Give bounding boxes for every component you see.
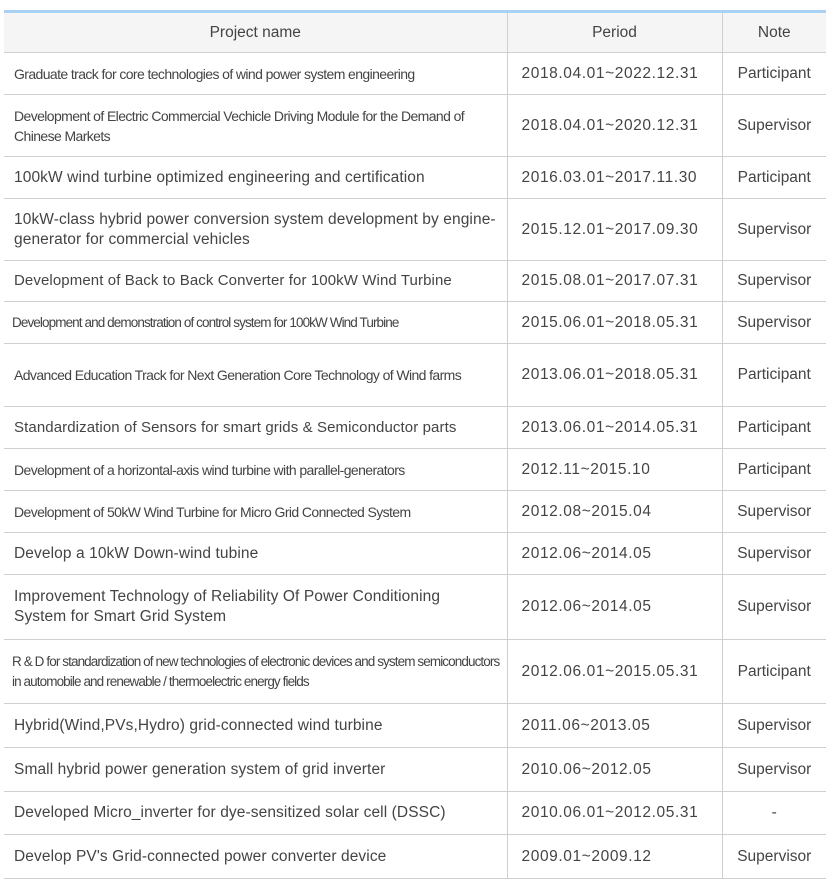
project-name-cell: Development and demonstration of control system for 100kW Wind Turbine (4, 302, 507, 344)
period-cell: 2015.12.01~2017.09.30 (507, 199, 722, 261)
period-cell: 2012.06~2014.05 (507, 575, 722, 640)
table-row (4, 53, 826, 95)
project-name-cell: Development of Back to Back Converter for 100kW Wind Turbine (4, 261, 507, 302)
table-row (4, 449, 826, 491)
table-row (4, 157, 826, 199)
header-project-name: Project name (4, 12, 507, 53)
table-row (4, 748, 826, 792)
note-cell: Participant (722, 449, 826, 491)
project-name-cell: 100kW wind turbine optimized engineering and certification (4, 157, 507, 199)
period-cell: 2012.08~2015.04 (507, 491, 722, 533)
period-cell: 2009.01~2009.12 (507, 835, 722, 879)
period-cell: 2018.04.01~2020.12.31 (507, 95, 722, 157)
period-cell: 2015.08.01~2017.07.31 (507, 261, 722, 302)
note-cell: Supervisor (722, 199, 826, 261)
project-name-cell: Graduate track for core technologies of wind power system engineering (4, 53, 507, 95)
table-row (4, 575, 826, 640)
note-cell: Participant (722, 344, 826, 407)
note-cell: Participant (722, 640, 826, 704)
period-cell: 2010.06.01~2012.05.31 (507, 792, 722, 835)
note-cell: Supervisor (722, 748, 826, 792)
note-cell: Supervisor (722, 704, 826, 748)
note-cell: Participant (722, 53, 826, 95)
note-cell: Supervisor (722, 95, 826, 157)
table-row (4, 261, 826, 302)
note-cell: - (722, 792, 826, 835)
header-note: Note (722, 12, 826, 53)
header-period: Period (507, 12, 722, 53)
period-cell: 2010.06~2012.05 (507, 748, 722, 792)
note-cell: Supervisor (722, 302, 826, 344)
project-name-cell: Development of a horizontal-axis wind turbine with parallel-generators (4, 449, 507, 491)
project-name-cell: Advanced Education Track for Next Generation Core Technology of Wind farms (4, 344, 507, 407)
note-cell: Supervisor (722, 835, 826, 879)
project-name-cell: 10kW-class hybrid power conversion system development by engine-generator for commercial vehicles (4, 199, 507, 261)
period-cell: 2013.06.01~2014.05.31 (507, 407, 722, 449)
project-name-cell: Small hybrid power generation system of grid inverter (4, 748, 507, 792)
project-name-cell: Develop a 10kW Down-wind tubine (4, 533, 507, 575)
project-name-cell: Standardization of Sensors for smart grids & Semiconductor parts (4, 407, 507, 449)
table-row (4, 302, 826, 344)
table-row (4, 95, 826, 157)
project-name-cell: R & D for standardization of new technologies of electronic devices and system semiconductors in automobile and renewable / thermoelectric energy fields (4, 640, 507, 704)
project-name-cell: Hybrid(Wind,PVs,Hydro) grid-connected wind turbine (4, 704, 507, 748)
table-row (4, 835, 826, 879)
table-row (4, 533, 826, 575)
table-row (4, 491, 826, 533)
period-cell: 2011.06~2013.05 (507, 704, 722, 748)
project-name-cell: Improvement Technology of Reliability Of Power Conditioning System for Smart Grid System (4, 575, 507, 640)
project-name-cell: Develop PV's Grid-connected power converter device (4, 835, 507, 879)
table-row (4, 704, 826, 748)
period-cell: 2012.06.01~2015.05.31 (507, 640, 722, 704)
period-cell: 2018.04.01~2022.12.31 (507, 53, 722, 95)
project-name-cell: Development of 50kW Wind Turbine for Micro Grid Connected System (4, 491, 507, 533)
table-row (4, 640, 826, 704)
period-cell: 2015.06.01~2018.05.31 (507, 302, 722, 344)
projects-table-container (4, 10, 826, 879)
table-header-row (4, 12, 826, 53)
table-row (4, 792, 826, 835)
table-row (4, 407, 826, 449)
period-cell: 2016.03.01~2017.11.30 (507, 157, 722, 199)
projects-table (4, 10, 826, 879)
period-cell: 2012.06~2014.05 (507, 533, 722, 575)
project-name-cell: Development of Electric Commercial Vechicle Driving Module for the Demand of Chinese Markets (4, 95, 507, 157)
period-cell: 2012.11~2015.10 (507, 449, 722, 491)
project-name-cell: Developed Micro_inverter for dye-sensitized solar cell (DSSC) (4, 792, 507, 835)
note-cell: Supervisor (722, 491, 826, 533)
note-cell: Supervisor (722, 533, 826, 575)
note-cell: Supervisor (722, 261, 826, 302)
period-cell: 2013.06.01~2018.05.31 (507, 344, 722, 407)
note-cell: Participant (722, 157, 826, 199)
table-row (4, 199, 826, 261)
note-cell: Participant (722, 407, 826, 449)
table-row (4, 344, 826, 407)
note-cell: Supervisor (722, 575, 826, 640)
